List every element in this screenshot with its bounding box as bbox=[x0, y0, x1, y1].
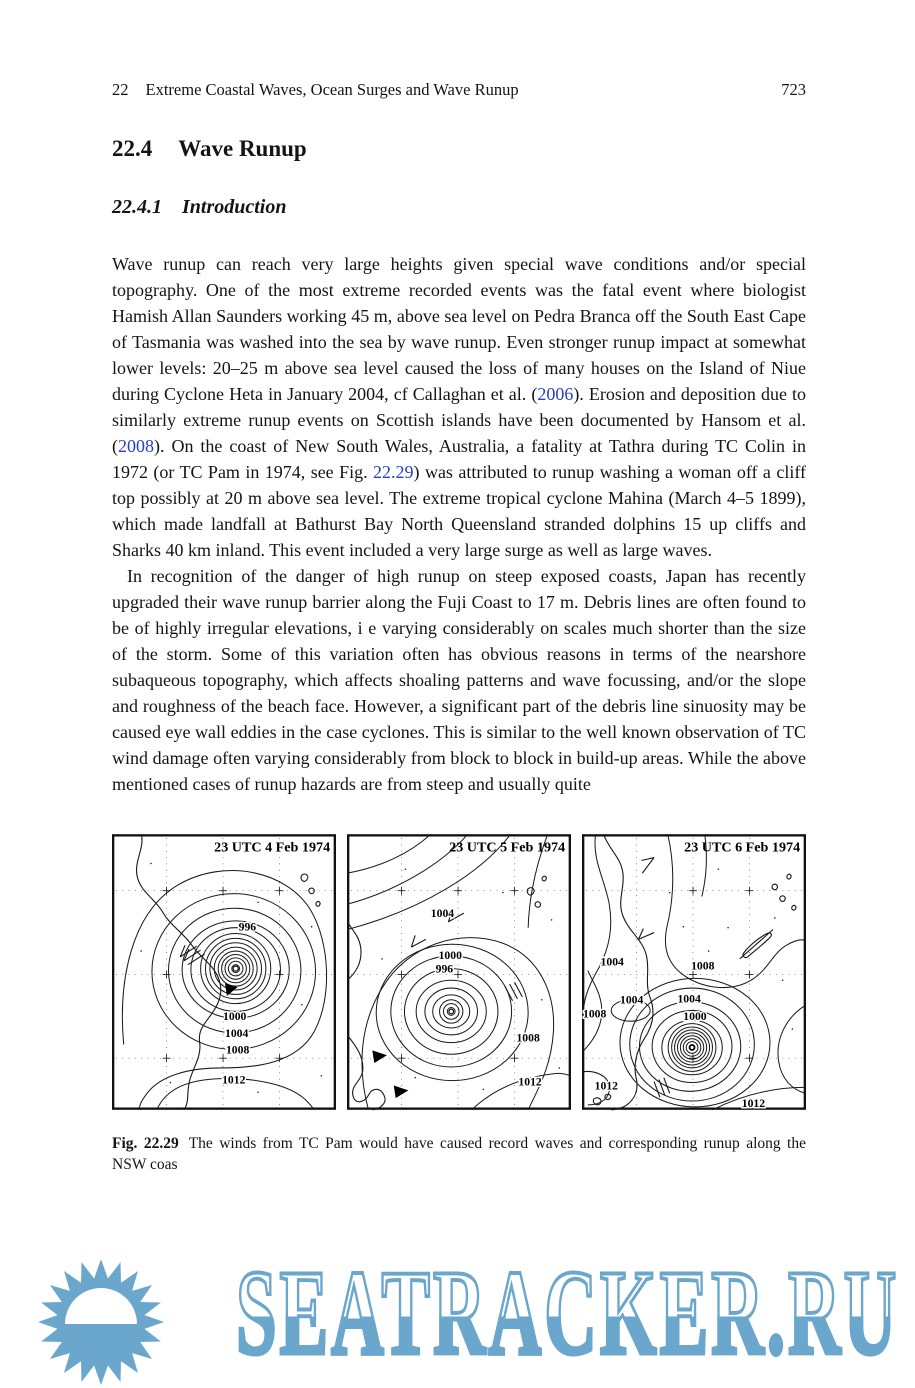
weather-map-feb4 bbox=[112, 833, 336, 1111]
page-number: 723 bbox=[781, 80, 806, 99]
running-head bbox=[112, 80, 806, 100]
isobar-label: 1000 bbox=[438, 948, 462, 962]
subsection-number: 22.4.1 bbox=[112, 196, 162, 218]
isobar-label: 1012 bbox=[741, 1096, 766, 1110]
section-number: 22.4 bbox=[112, 136, 153, 161]
grid-cross-marks bbox=[398, 887, 519, 1062]
isobar-label: 1008 bbox=[225, 1043, 250, 1057]
figure-caption bbox=[112, 1133, 806, 1175]
isobar-label: 996 bbox=[435, 962, 454, 976]
cyclone-eye bbox=[690, 1045, 694, 1049]
watermark-text: SEATRACKER.RU bbox=[236, 1244, 900, 1381]
text-segment: Wave runup can reach very large heights given special wave conditions and/or special topography. One of the most extreme recorded events was the fatal event where biologist Hamish Allan Saunders working 45 m, above sea level on Pedra Branca off the South East Cape of Tasmania was washed into the sea by wave runup. Even stronger runup impact at somewhat lower levels: 20–25 m above sea level caused the loss of many houses on the Island of Niue during Cyclone Heta in January 2004, cf Callaghan et al. ( bbox=[112, 254, 806, 404]
isobar-label: 1004 bbox=[619, 993, 644, 1007]
map-title: 23 UTC 6 Feb 1974 bbox=[684, 839, 801, 856]
subsection-title: Introduction bbox=[182, 196, 287, 218]
isobar-label: 1000 bbox=[223, 1010, 247, 1024]
isobar-label: 1012 bbox=[518, 1075, 542, 1089]
grid-cross-marks bbox=[689, 887, 753, 1062]
frontal-pennant bbox=[372, 1050, 387, 1063]
figure-22-29 bbox=[112, 833, 806, 1175]
section-heading bbox=[112, 136, 806, 162]
cyclone-eye bbox=[449, 1009, 454, 1014]
isobar-label: 1000 bbox=[683, 1010, 707, 1024]
section-title: Wave Runup bbox=[178, 136, 307, 161]
isobar-label: 1004 bbox=[600, 955, 624, 969]
citation-link[interactable]: 2006 bbox=[537, 384, 574, 404]
running-head-left bbox=[112, 80, 519, 100]
map-border bbox=[348, 835, 570, 1108]
paragraph-2 bbox=[112, 563, 806, 797]
sun-logo-icon bbox=[1, 1260, 201, 1388]
wind-barbs bbox=[638, 858, 669, 1098]
isobar-label: 1008 bbox=[582, 1007, 607, 1021]
isobar-contours bbox=[347, 834, 570, 1110]
frontal-pennant bbox=[394, 1085, 409, 1098]
weather-map-feb6 bbox=[582, 833, 806, 1111]
weather-map-feb5 bbox=[347, 833, 571, 1111]
isobar-label: 1008 bbox=[516, 1031, 540, 1045]
chapter-number: 22 bbox=[112, 80, 129, 99]
text-segment: ). Erosion and deposition due to similarly extreme runup events on Scottish islands have been documented by Hansom et al. ( bbox=[112, 384, 806, 456]
synoptic-map-row bbox=[112, 833, 806, 1111]
isobar-label: 1004 bbox=[224, 1026, 249, 1040]
text-segment: In recognition of the danger of high runup on steep exposed coasts, Japan has recently upgraded their wave runup barrier along the Fuji Coast to 17 m. Debris lines are often found to be of highly irregular elevations, i e varying considerably on scales much shorter than the size of the storm. Some of this variation often has obvious reasons in terms of the nearshore subaqueous topography, which affects shoaling patterns and wave focussing, and/or the slope and roughness of the beach face. However, a significant part of the debris line sinuosity may be caused eye wall eddies in the case cyclones. This is similar to the well known observation of TC wind damage often varying considerably from block to block in build-up areas. While the above mentioned cases of runup hazards are from steep and usually quite bbox=[112, 566, 806, 794]
cyclone-eye bbox=[233, 966, 238, 971]
isobar-label: 1012 bbox=[594, 1079, 619, 1093]
figure-caption-label: Fig. 22.29 bbox=[112, 1135, 179, 1152]
paragraph-1 bbox=[112, 251, 806, 563]
isobar-label: 1012 bbox=[222, 1073, 246, 1087]
subsection-heading bbox=[112, 196, 806, 219]
watermark-logo bbox=[0, 1244, 915, 1388]
isobar-label: 1004 bbox=[430, 906, 455, 920]
latlon-grid bbox=[116, 838, 332, 1106]
stipple-dots bbox=[381, 868, 560, 1090]
wind-barbs bbox=[411, 906, 522, 1001]
map-title: 23 UTC 5 Feb 1974 bbox=[449, 839, 566, 856]
citation-link[interactable]: 2008 bbox=[118, 436, 154, 456]
coastline bbox=[137, 834, 321, 1110]
isobar-label: 996 bbox=[238, 920, 257, 934]
running-title: Extreme Coastal Waves, Ocean Surges and Wave Runup bbox=[145, 80, 519, 99]
isobar-label: 1004 bbox=[677, 992, 701, 1006]
map-title: 23 UTC 4 Feb 1974 bbox=[214, 839, 331, 856]
figure-caption-text: The winds from TC Pam would have caused record waves and corresponding runup along the NSW coas bbox=[112, 1135, 806, 1173]
body-text bbox=[112, 251, 806, 797]
text-segment: ) was attributed to runup washing a woman off a cliff top possibly at 20 m above sea level. The extreme tropical cyclone Mahina (March 4–5 1899), which made landfall at Bathurst Bay North Queensland stranded dolphins 15 up cliffs and Sharks 40 km inland. This event included a very large surge as well as large waves. bbox=[112, 462, 806, 560]
text-segment: ). On the coast of New South Wales, Australia, a fatality at Tathra during TC Colin in 1972 (or TC Pam in 1974, see Fig. bbox=[112, 436, 806, 482]
citation-link[interactable]: 22.29 bbox=[373, 462, 414, 482]
isobar-label: 1008 bbox=[691, 959, 715, 973]
